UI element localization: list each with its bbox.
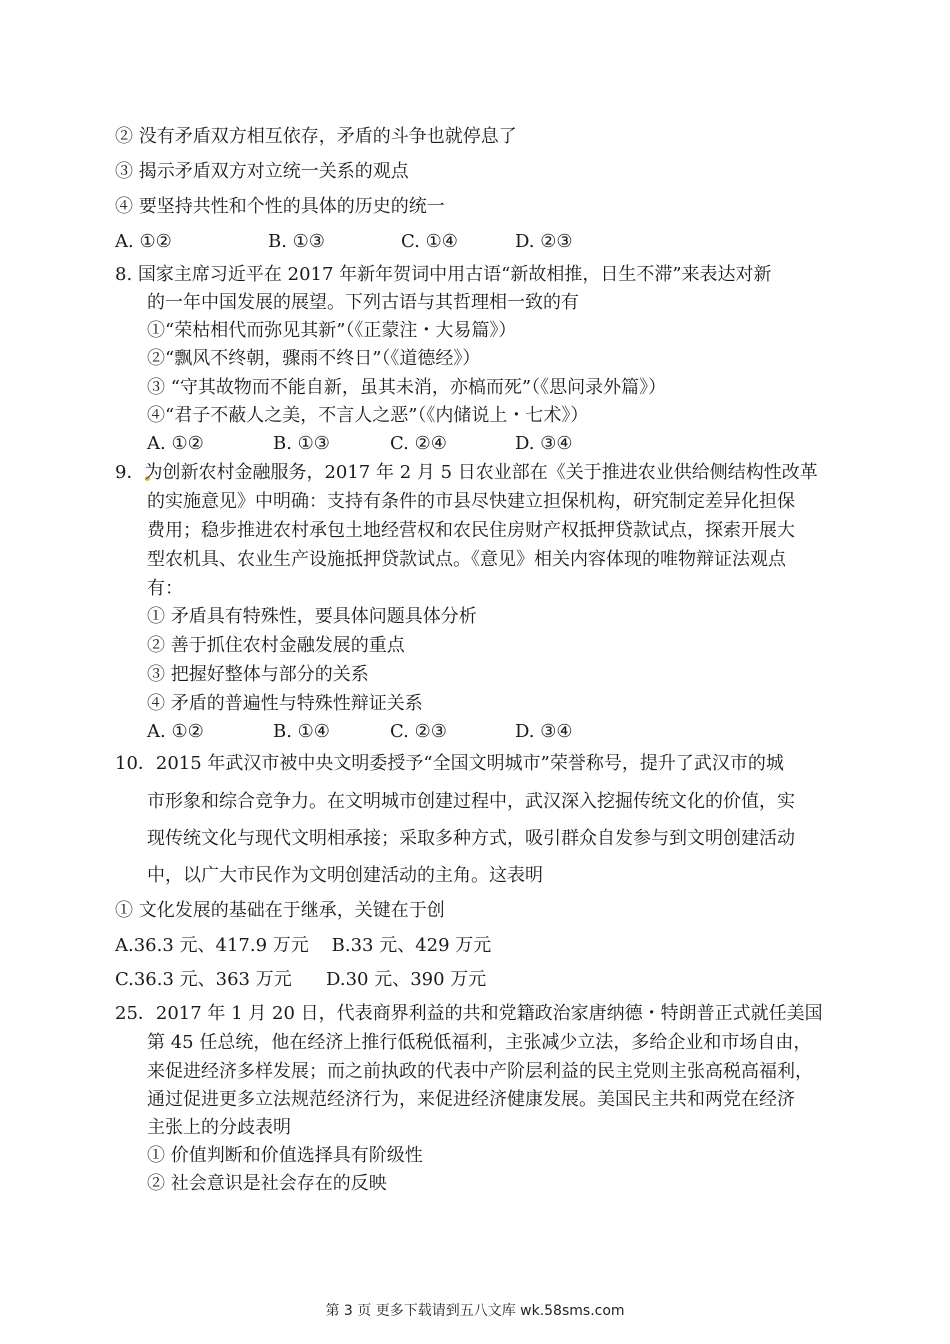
q9-option-b: B. ①④ (273, 721, 330, 742)
q25-stem-line-4: 通过促进更多立法规范经济行为，来促进经济健康发展。美国民主共和两党在经济 (147, 1089, 795, 1110)
q10-stem-line-1: 10．2015 年武汉市被中央文明委授予“全国文明城市”荣誉称号，提升了武汉市的城 (115, 753, 784, 774)
q9-stem-line-3: 费用；稳步推进农村承包土地经营权和农民住房财产权抵押贷款试点，探索开展大 (147, 520, 795, 541)
q9-item-4: ④ 矛盾的普遍性与特殊性辩证关系 (147, 693, 423, 714)
q10-stem-line-3: 现传统文化与现代文明相承接；采取多种方式，吸引群众自发参与到文明创建活动 (147, 828, 795, 849)
q9-options (147, 720, 573, 744)
q25-item-1: ① 价值判断和价值选择具有阶级性 (147, 1145, 423, 1166)
q10-options-ab: A.36.3 元、417.9 万元 B.33 元、429 万元 (115, 935, 492, 956)
q8-stem-line-1: 8. 国家主席习近平在 2017 年新年贺词中用古语“新故相推，日生不滞”来表达对新 (115, 264, 772, 285)
q8-item-2: ②“飘风不终朝，骤雨不终日”（《道德经》） (147, 348, 481, 369)
q9-option-a: A. ①② (147, 721, 204, 742)
q25-stem-line-5: 主张上的分歧表明 (147, 1117, 291, 1138)
q8-option-a: A. ①② (147, 433, 204, 454)
q9-stem-line-5: 有： (147, 578, 183, 599)
q10-options-cd: C.36.3 元、363 万元 D.30 元、390 万元 (115, 969, 487, 990)
q7-option-b: B. ①③ (268, 231, 325, 252)
q7-options (115, 230, 573, 254)
q7-item-3: ③ 揭示矛盾双方对立统一关系的观点 (115, 161, 409, 182)
q25-stem-line-3: 来促进经济多样发展；而之前执政的代表中产阶层利益的民主党则主张高税高福利， (147, 1061, 813, 1082)
q7-item-2: ② 没有矛盾双方相互依存，矛盾的斗争也就停息了 (115, 126, 517, 147)
q8-option-d: D. ③④ (515, 433, 573, 454)
q9-item-3: ③ 把握好整体与部分的关系 (147, 664, 369, 685)
page-footer: 第 3 页 更多下载请到五八文库 wk.58sms.com (325, 1303, 625, 1319)
q9-option-d: D. ③④ (515, 721, 573, 742)
q10-item-1: ① 文化发展的基础在于继承，关键在于创 (115, 900, 445, 921)
q9-item-2: ② 善于抓住农村金融发展的重点 (147, 635, 405, 656)
q25-stem-line-1: 25．2017 年 1 月 20 日，代表商界利益的共和党籍政治家唐纳德・特朗普正式就任美国 (115, 1003, 823, 1024)
q9-stem-line-1: 9．为创新农村金融服务，2017 年 2 月 5 日农业部在《关于推进农业供给侧结构性改革 (115, 462, 818, 483)
q7-option-a: A. ①② (115, 231, 172, 252)
q9-stem-line-2: 的实施意见》中明确：支持有条件的市县尽快建立担保机构，研究制定差异化担保 (147, 491, 795, 512)
q8-option-c: C. ②④ (390, 433, 447, 454)
q8-item-1: ①“荣枯相代而弥见其新”（《正蒙注・大易篇》） (147, 320, 517, 341)
q9-option-c: C. ②③ (390, 721, 447, 742)
q8-stem-line-2: 的一年中国发展的展望。下列古语与其哲理相一致的有 (147, 292, 579, 313)
q7-item-4: ④ 要坚持共性和个性的具体的历史的统一 (115, 196, 445, 217)
q10-stem-line-4: 中，以广大市民作为文明创建活动的主角。这表明 (147, 865, 543, 886)
q7-option-d: D. ②③ (515, 231, 573, 252)
q7-option-c: C. ①④ (401, 231, 458, 252)
q25-item-2: ② 社会意识是社会存在的反映 (147, 1173, 387, 1194)
q9-stem-line-4: 型农机具、农业生产设施抵押贷款试点。《意见》相关内容体现的唯物辩证法观点 (147, 549, 786, 570)
q8-option-b: B. ①③ (273, 433, 330, 454)
q8-item-4: ④“君子不蔽人之美，不言人之恶”（《内储说上・七术》） (147, 405, 589, 426)
q25-stem-line-2: 第 45 任总统，他在经济上推行低税低福利，主张减少立法，多给企业和市场自由， (147, 1032, 812, 1053)
q9-item-1: ① 矛盾具有特殊性，要具体问题具体分析 (147, 606, 477, 627)
q8-item-3: ③ “守其故物而不能自新，虽其未消，亦槁而死”（《思问录外篇》） (147, 377, 667, 398)
q10-stem-line-2: 市形象和综合竞争力。在文明城市创建过程中，武汉深入挖掘传统文化的价值，实 (147, 791, 795, 812)
q8-options (147, 432, 573, 456)
